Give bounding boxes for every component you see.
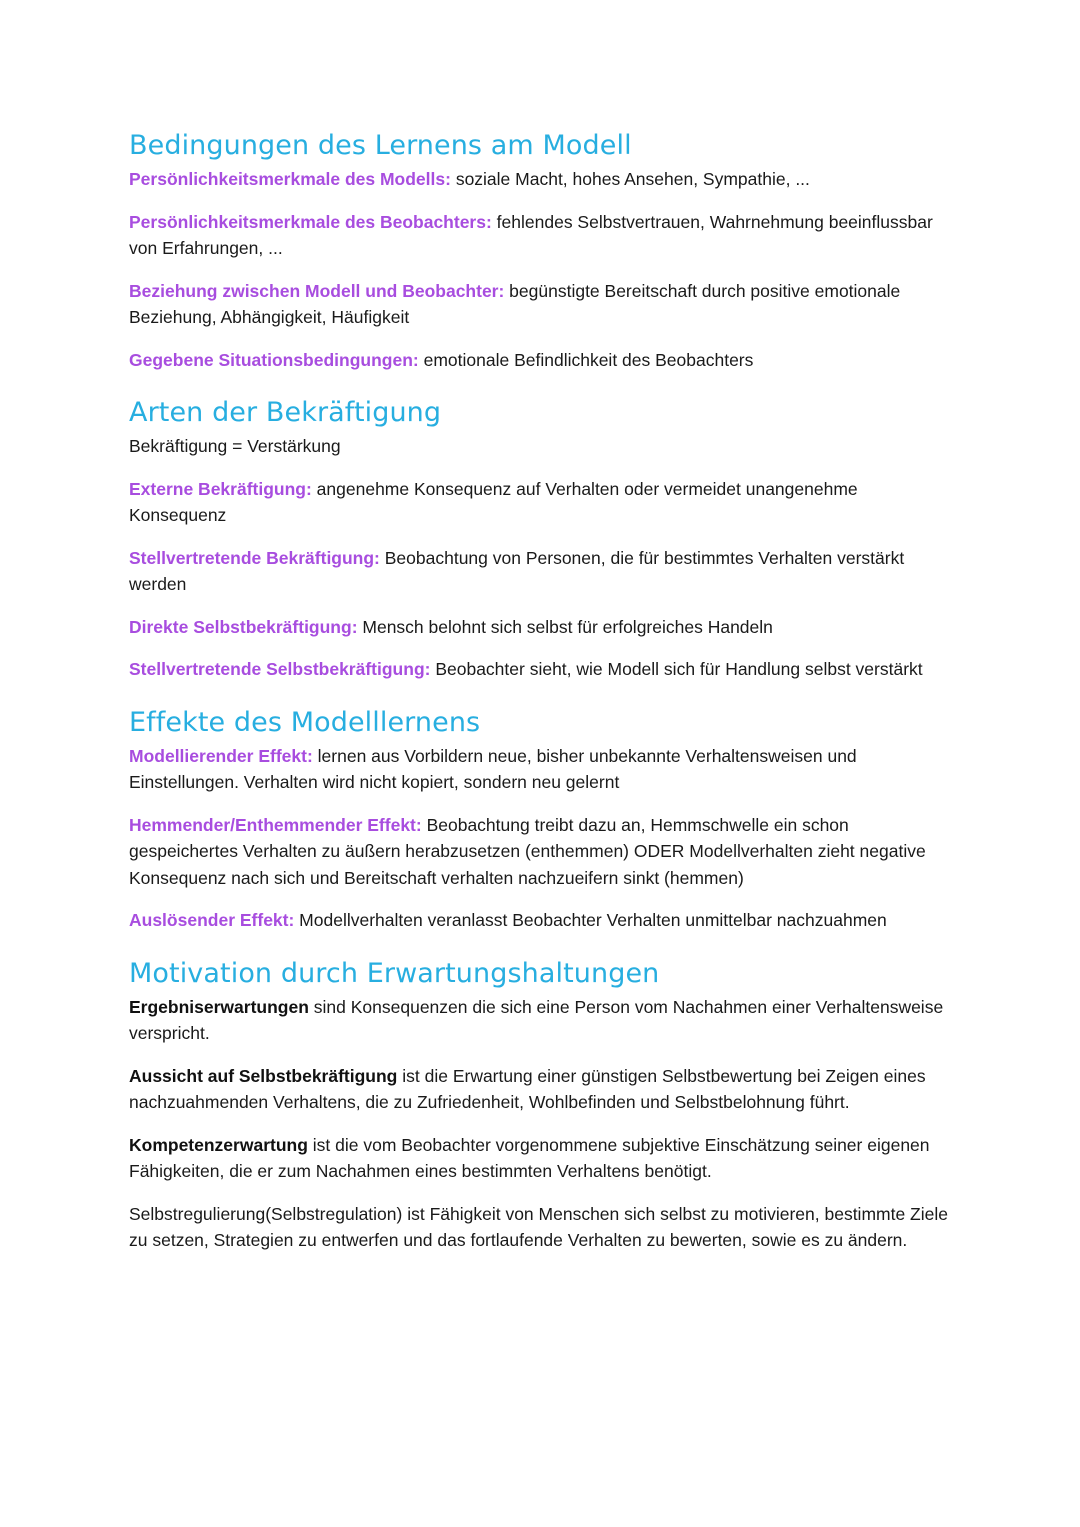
- outro-paragraph: Selbstregulierung(Selbstregulation) ist Fähigkeit von Menschen sich selbst zu motivieren, bestimmte Ziele zu setzen, Strategien zu entwerfen und das fortlaufende Verhalten zu bewerten, sowie es zu ändern.: [129, 1203, 948, 1250]
- term: Persönlichkeitsmerkmale des Beobachters:: [129, 211, 492, 232]
- definition: ist die vom Beobachter vorgenommene subjektive Einschätzung seiner eigenen Fähigkeiten, die er zum Nachahmen eines bestimmten Verhaltens benötigt.: [129, 1134, 930, 1181]
- document-page: [129, 128, 959, 1276]
- paragraph: [129, 907, 959, 934]
- term: Ergebniserwartungen: [129, 996, 309, 1017]
- term: Beziehung zwischen Modell und Beobachter:: [129, 280, 505, 301]
- term: Auslösender Effekt:: [129, 910, 295, 930]
- section-heading: Motivation durch Erwartungshaltungen: [129, 957, 660, 989]
- term: Stellvertretende Selbstbekräftigung:: [129, 659, 431, 679]
- section-bedingungen: [129, 128, 959, 373]
- term: Aussicht auf Selbstbekräftigung: [129, 1065, 398, 1086]
- term: Direkte Selbstbekräftigung:: [129, 616, 358, 637]
- definition: emotionale Befindlichkeit des Beobachters: [418, 349, 754, 370]
- definition: Mensch belohnt sich selbst für erfolgreiches Handeln: [357, 616, 773, 637]
- definition: sind Konsequenzen die sich eine Person vom Nachahmen einer Verhaltensweise verspricht.: [129, 996, 944, 1043]
- section-heading: Effekte des Modelllernens: [129, 706, 481, 738]
- paragraph: [129, 743, 959, 796]
- paragraph: [129, 1132, 959, 1185]
- definition: fehlendes Selbstvertrauen, Wahrnehmung beeinflussbar von Erfahrungen, ...: [129, 211, 933, 258]
- section-heading: Bedingungen des Lernens am Modell: [129, 130, 632, 161]
- definition: Beobachtung treibt dazu an, Hemmschwelle ein schon gespeichertes Verhalten zu äußern herabzusetzen (enthemmen) ODER Modellverhalten zieht negative Konsequenz nach sich und Bereitschaft verhalten nachzueifern sinkt (hemmen): [129, 814, 926, 888]
- paragraph: [129, 614, 959, 641]
- term: Persönlichkeitsmerkmale des Modells:: [129, 169, 451, 189]
- definition: angenehme Konsequenz auf Verhalten oder vermeidet unangenehme Konsequenz: [129, 478, 858, 525]
- paragraph: [129, 278, 959, 331]
- term: Gegebene Situationsbedingungen:: [129, 349, 419, 370]
- paragraph: [129, 166, 959, 193]
- definition: Modellverhalten veranlasst Beobachter Verhalten unmittelbar nachzuahmen: [294, 910, 887, 930]
- paragraph: [129, 994, 959, 1047]
- term: Kompetenzerwartung: [129, 1134, 308, 1155]
- paragraph: [129, 812, 959, 892]
- section-arten-der-bekraeftigung: [129, 395, 959, 683]
- term: Stellvertretende Bekräftigung:: [129, 547, 380, 568]
- paragraph: [129, 545, 959, 598]
- paragraph: [129, 476, 959, 529]
- term: Externe Bekräftigung:: [129, 478, 312, 499]
- section-effekte: [129, 705, 959, 934]
- intro-paragraph: Bekräftigung = Verstärkung: [129, 436, 341, 456]
- definition: begünstigte Bereitschaft durch positive emotionale Beziehung, Abhängigkeit, Häufigkeit: [129, 280, 901, 327]
- term: Hemmender/Enthemmender Effekt:: [129, 814, 422, 835]
- definition: Beobachtung von Personen, die für bestimmtes Verhalten verstärkt werden: [129, 547, 905, 594]
- paragraph: [129, 656, 959, 683]
- section-motivation: [129, 956, 959, 1254]
- definition: Beobachter sieht, wie Modell sich für Handlung selbst verstärkt: [430, 659, 923, 679]
- section-heading: Arten der Bekräftigung: [129, 397, 442, 428]
- term: Modellierender Effekt:: [129, 745, 313, 766]
- definition: soziale Macht, hohes Ansehen, Sympathie, ...: [450, 169, 810, 189]
- paragraph: [129, 347, 959, 374]
- definition: ist die Erwartung einer günstigen Selbstbewertung bei Zeigen eines nachzuahmenden Verhaltens, die zu Zufriedenheit, Wohlbefinden und Selbstbelohnung führt.: [129, 1065, 926, 1112]
- paragraph: [129, 1063, 959, 1116]
- definition: lernen aus Vorbildern neue, bisher unbekannte Verhaltensweisen und Einstellungen. Verhalten wird nicht kopiert, sondern neu gelernt: [129, 745, 857, 792]
- paragraph: [129, 209, 959, 262]
